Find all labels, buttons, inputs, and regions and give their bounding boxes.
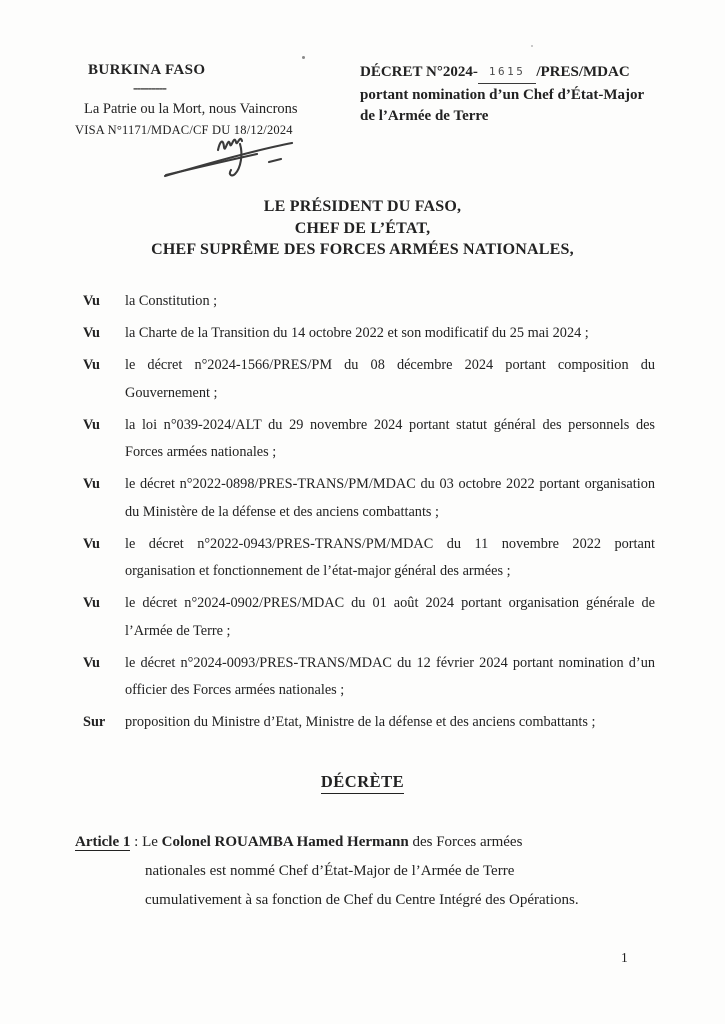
- clause-row: [83, 709, 655, 737]
- decree-number-line: [360, 62, 672, 85]
- article-1-label: Article 1: [75, 834, 131, 850]
- clause-text: le décret n°2024-1566/PRES/PM du 08 décembre 2024 portant composition du Gouvernement ;: [125, 357, 655, 401]
- enacting-word: DÉCRÈTE: [321, 772, 404, 794]
- article-1-line-2: nationales est nommé Chef d’État-Major de l’Armée de Terre: [145, 863, 515, 879]
- decree-number-suffix: /PRES/MDAC: [536, 64, 630, 80]
- article-1: [75, 828, 650, 915]
- page-number: 1: [621, 950, 628, 965]
- clause-text: le décret n°2024-0093/PRES-TRANS/MDAC du 12 février 2024 portant nomination d’un officier des Forces armées nationales ;: [125, 654, 655, 698]
- clause-text: la Charte de la Transition du 14 octobre 2022 et son modificatif du 25 mai 2024 ;: [125, 325, 589, 341]
- clause-row: [83, 320, 655, 348]
- national-motto: La Patrie ou la Mort, nous Vaincrons: [84, 101, 298, 117]
- article-1-line-3: cumulativement à sa fonction de Chef du Centre Intégré des Opérations.: [145, 892, 579, 908]
- decree-subject-line-2: de l’Armée de Terre: [360, 108, 489, 124]
- clause-label: Vu: [83, 325, 100, 341]
- clause-row: [83, 352, 655, 407]
- clause-label: Vu: [83, 595, 100, 611]
- clause-text: la loi n°039-2024/ALT du 29 novembre 2024 portant statut général des personnels des Forces armées nationales ;: [125, 416, 655, 460]
- clause-label: Vu: [83, 476, 100, 492]
- citation-clauses: [83, 288, 655, 741]
- appointee-name: Colonel ROUAMBA Hamed Hermann: [161, 834, 409, 850]
- clause-text: proposition du Ministre d’Etat, Ministre de la défense et des anciens combattants ;: [125, 714, 596, 730]
- clause-row: [83, 590, 655, 645]
- clause-row: [83, 650, 655, 705]
- clause-label: Sur: [83, 714, 106, 730]
- decree-number-prefix: DÉCRET N°2024-: [360, 64, 478, 80]
- clause-label: Vu: [83, 654, 100, 671]
- clause-text: le décret n°2022-0898/PRES-TRANS/PM/MDAC du 03 octobre 2022 portant organisation du Ministère de la défense et des anciens combattants ;: [125, 476, 655, 520]
- clause-label: Vu: [83, 293, 100, 309]
- clause-text: le décret n°2024-0902/PRES/MDAC du 01 août 2024 portant organisation générale de l’Armée de Terre ;: [125, 595, 655, 639]
- handwritten-signature: [160, 130, 300, 180]
- clause-label: Vu: [83, 416, 100, 433]
- salutation-block: [0, 196, 725, 261]
- salutation-line-2: CHEF DE L’ÉTAT,: [294, 219, 431, 237]
- country-name: BURKINA FASO: [88, 62, 206, 78]
- clause-label: Vu: [83, 357, 100, 373]
- clause-row: [83, 471, 655, 526]
- clause-row: [83, 288, 655, 316]
- article-1-lead: Le: [142, 834, 162, 850]
- salutation-line-3: CHEF SUPRÊME DES FORCES ARMÉES NATIONALES,: [151, 241, 574, 258]
- scan-speck: [302, 56, 305, 59]
- decree-heading-block: [360, 62, 672, 127]
- clause-row: [83, 412, 655, 467]
- clause-label: Vu: [83, 535, 100, 552]
- header-separator-dashes: ---------: [133, 81, 166, 96]
- clause-row: [83, 531, 655, 586]
- clause-text: la Constitution ;: [125, 293, 218, 309]
- article-1-line-1-rest: des Forces armées: [408, 834, 523, 850]
- article-1-colon: :: [130, 834, 143, 850]
- clause-text: le décret n°2022-0943/PRES-TRANS/PM/MDAC du 11 novembre 2022 portant organisation et fonctionnement de l’état-major général des armées ;: [125, 535, 655, 579]
- decree-subject-line-1: portant nomination d’un Chef d’État-Major: [360, 87, 645, 103]
- salutation-line-1: LE PRÉSIDENT DU FASO,: [263, 198, 462, 215]
- visa-reference-line: VISA N°1171/MDAC/CF DU 18/12/2024: [75, 123, 293, 137]
- enacting-formula: [0, 772, 725, 794]
- stamped-decree-number: 1615: [478, 61, 537, 84]
- article-1-line-1: [75, 828, 650, 857]
- scan-speck: [531, 45, 533, 47]
